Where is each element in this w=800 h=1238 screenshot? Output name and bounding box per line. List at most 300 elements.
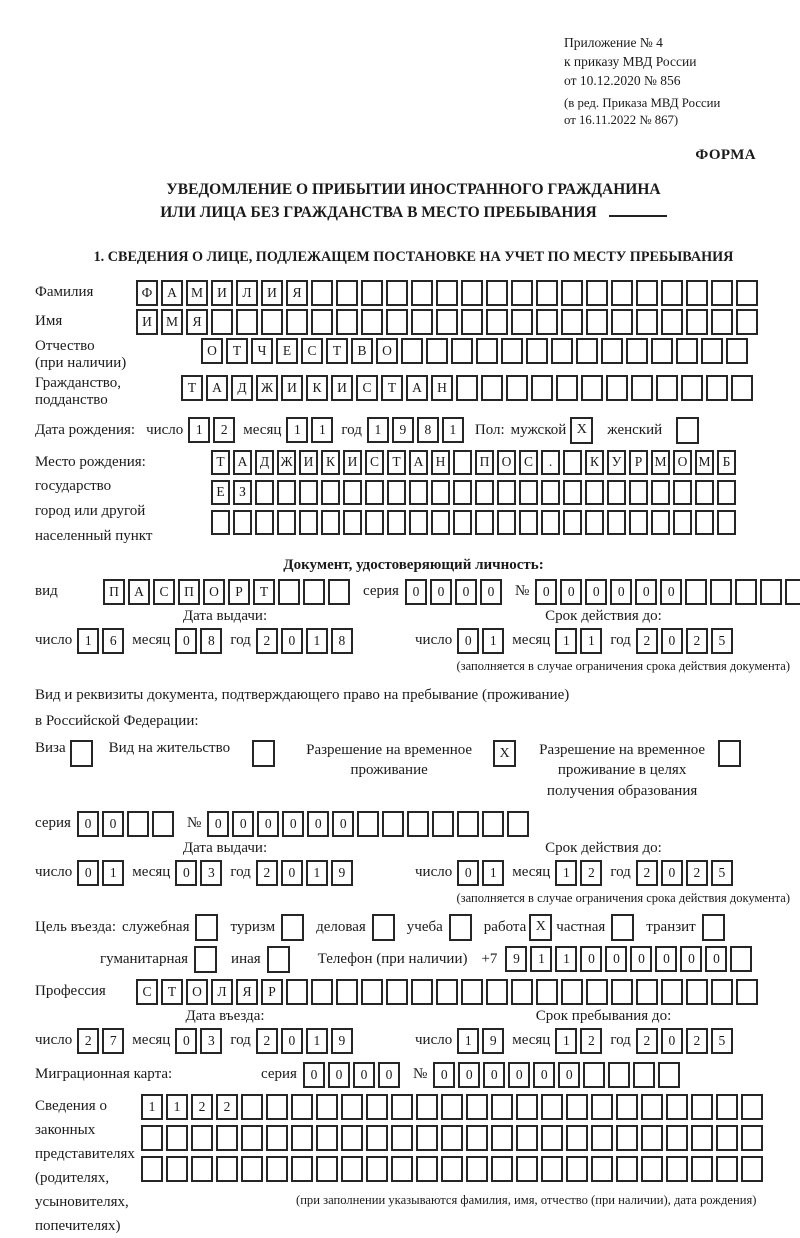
char-cell[interactable] <box>336 280 358 306</box>
char-cell[interactable] <box>566 1156 588 1182</box>
char-cell[interactable]: 1 <box>367 417 389 443</box>
char-cell[interactable]: 0 <box>433 1062 455 1088</box>
char-cell[interactable] <box>511 309 533 335</box>
char-cell[interactable] <box>716 1094 738 1120</box>
char-cell[interactable]: 0 <box>680 946 702 972</box>
char-cell[interactable]: 0 <box>535 579 557 605</box>
char-cell[interactable]: 0 <box>661 628 683 654</box>
char-cell[interactable]: Т <box>181 375 203 401</box>
char-cell[interactable] <box>431 510 450 535</box>
char-cell[interactable]: 1 <box>166 1094 188 1120</box>
char-cell[interactable] <box>561 979 583 1005</box>
char-cell[interactable] <box>651 480 670 505</box>
char-cell[interactable] <box>717 480 736 505</box>
char-cell[interactable] <box>551 338 573 364</box>
char-cell[interactable]: С <box>519 450 538 475</box>
char-cell[interactable] <box>391 1156 413 1182</box>
char-cell[interactable]: В <box>351 338 373 364</box>
char-cell[interactable] <box>291 1125 313 1151</box>
char-cell[interactable]: 0 <box>281 628 303 654</box>
char-cell[interactable] <box>416 1156 438 1182</box>
char-cell[interactable]: 0 <box>281 860 303 886</box>
char-cell[interactable]: 6 <box>102 628 124 654</box>
char-cell[interactable] <box>127 811 149 837</box>
char-cell[interactable] <box>726 338 748 364</box>
char-cell[interactable]: 0 <box>232 811 254 837</box>
char-cell[interactable]: 0 <box>175 1028 197 1054</box>
char-cell[interactable] <box>741 1125 763 1151</box>
purpose-tourism-checkbox[interactable] <box>281 914 304 941</box>
char-cell[interactable] <box>601 338 623 364</box>
char-cell[interactable]: 1 <box>482 628 504 654</box>
char-cell[interactable] <box>277 480 296 505</box>
char-cell[interactable] <box>710 579 732 605</box>
char-cell[interactable]: 1 <box>77 628 99 654</box>
char-cell[interactable] <box>736 309 758 335</box>
char-cell[interactable] <box>436 979 458 1005</box>
char-cell[interactable] <box>191 1156 213 1182</box>
char-cell[interactable]: И <box>211 280 233 306</box>
char-cell[interactable]: 8 <box>200 628 222 654</box>
char-cell[interactable] <box>651 510 670 535</box>
char-cell[interactable]: П <box>178 579 200 605</box>
char-cell[interactable] <box>591 1094 613 1120</box>
char-cell[interactable]: 1 <box>141 1094 163 1120</box>
char-cell[interactable] <box>303 579 325 605</box>
char-cell[interactable] <box>561 280 583 306</box>
char-cell[interactable] <box>629 510 648 535</box>
char-cell[interactable]: 0 <box>282 811 304 837</box>
char-cell[interactable] <box>685 579 707 605</box>
char-cell[interactable]: 0 <box>655 946 677 972</box>
char-cell[interactable]: 1 <box>555 860 577 886</box>
char-cell[interactable] <box>656 375 678 401</box>
char-cell[interactable]: О <box>497 450 516 475</box>
char-cell[interactable] <box>466 1125 488 1151</box>
char-cell[interactable] <box>611 280 633 306</box>
char-cell[interactable]: 1 <box>102 860 124 886</box>
char-cell[interactable]: К <box>585 450 604 475</box>
char-cell[interactable] <box>387 480 406 505</box>
char-cell[interactable] <box>411 309 433 335</box>
char-cell[interactable]: Ж <box>256 375 278 401</box>
char-cell[interactable]: И <box>343 450 362 475</box>
char-cell[interactable]: 9 <box>392 417 414 443</box>
char-cell[interactable] <box>453 510 472 535</box>
char-cell[interactable]: 0 <box>207 811 229 837</box>
char-cell[interactable] <box>636 280 658 306</box>
char-cell[interactable] <box>730 946 752 972</box>
char-cell[interactable] <box>255 510 274 535</box>
char-cell[interactable]: 0 <box>77 811 99 837</box>
char-cell[interactable]: 0 <box>483 1062 505 1088</box>
char-cell[interactable]: Т <box>381 375 403 401</box>
char-cell[interactable] <box>391 1094 413 1120</box>
char-cell[interactable]: 2 <box>686 860 708 886</box>
char-cell[interactable] <box>616 1125 638 1151</box>
char-cell[interactable] <box>291 1094 313 1120</box>
char-cell[interactable]: И <box>331 375 353 401</box>
char-cell[interactable] <box>141 1125 163 1151</box>
char-cell[interactable]: 5 <box>711 860 733 886</box>
char-cell[interactable] <box>365 510 384 535</box>
char-cell[interactable]: 0 <box>605 946 627 972</box>
sex-male-checkbox[interactable]: X <box>570 417 593 444</box>
char-cell[interactable]: Т <box>226 338 248 364</box>
char-cell[interactable]: 1 <box>306 628 328 654</box>
char-cell[interactable]: И <box>299 450 318 475</box>
char-cell[interactable] <box>566 1125 588 1151</box>
char-cell[interactable]: Т <box>253 579 275 605</box>
char-cell[interactable]: 0 <box>77 860 99 886</box>
char-cell[interactable] <box>606 375 628 401</box>
char-cell[interactable] <box>486 309 508 335</box>
char-cell[interactable]: 0 <box>580 946 602 972</box>
char-cell[interactable] <box>566 1094 588 1120</box>
char-cell[interactable]: С <box>365 450 384 475</box>
char-cell[interactable] <box>491 1125 513 1151</box>
temp-residence-edu-checkbox[interactable] <box>718 740 741 767</box>
char-cell[interactable]: С <box>301 338 323 364</box>
char-cell[interactable]: 0 <box>635 579 657 605</box>
char-cell[interactable] <box>216 1125 238 1151</box>
purpose-transit-checkbox[interactable] <box>702 914 725 941</box>
char-cell[interactable]: 0 <box>558 1062 580 1088</box>
char-cell[interactable] <box>451 338 473 364</box>
char-cell[interactable] <box>453 450 472 475</box>
char-cell[interactable]: 2 <box>256 1028 278 1054</box>
char-cell[interactable] <box>616 1156 638 1182</box>
char-cell[interactable] <box>486 979 508 1005</box>
temp-residence-checkbox[interactable]: X <box>493 740 516 767</box>
char-cell[interactable] <box>785 579 800 605</box>
char-cell[interactable] <box>651 338 673 364</box>
char-cell[interactable] <box>466 1094 488 1120</box>
char-cell[interactable] <box>536 979 558 1005</box>
char-cell[interactable] <box>441 1156 463 1182</box>
char-cell[interactable]: А <box>233 450 252 475</box>
char-cell[interactable] <box>191 1125 213 1151</box>
char-cell[interactable]: 2 <box>256 628 278 654</box>
char-cell[interactable] <box>299 480 318 505</box>
char-cell[interactable] <box>456 375 478 401</box>
char-cell[interactable] <box>476 338 498 364</box>
char-cell[interactable]: О <box>203 579 225 605</box>
char-cell[interactable]: Е <box>211 480 230 505</box>
char-cell[interactable] <box>432 811 454 837</box>
char-cell[interactable] <box>457 811 479 837</box>
char-cell[interactable] <box>661 309 683 335</box>
purpose-official-checkbox[interactable] <box>195 914 218 941</box>
char-cell[interactable] <box>676 338 698 364</box>
char-cell[interactable] <box>211 309 233 335</box>
char-cell[interactable] <box>475 480 494 505</box>
char-cell[interactable]: Н <box>431 375 453 401</box>
char-cell[interactable] <box>541 1156 563 1182</box>
char-cell[interactable] <box>416 1094 438 1120</box>
char-cell[interactable]: Р <box>629 450 648 475</box>
char-cell[interactable]: 9 <box>505 946 527 972</box>
char-cell[interactable]: О <box>186 979 208 1005</box>
char-cell[interactable]: 2 <box>216 1094 238 1120</box>
char-cell[interactable] <box>531 375 553 401</box>
char-cell[interactable]: 1 <box>457 1028 479 1054</box>
char-cell[interactable]: 1 <box>530 946 552 972</box>
char-cell[interactable]: Л <box>236 280 258 306</box>
char-cell[interactable] <box>299 510 318 535</box>
char-cell[interactable] <box>431 480 450 505</box>
char-cell[interactable] <box>311 979 333 1005</box>
char-cell[interactable] <box>409 480 428 505</box>
char-cell[interactable]: 1 <box>442 417 464 443</box>
char-cell[interactable] <box>382 811 404 837</box>
char-cell[interactable]: 5 <box>711 1028 733 1054</box>
char-cell[interactable] <box>461 309 483 335</box>
char-cell[interactable] <box>711 309 733 335</box>
char-cell[interactable] <box>586 309 608 335</box>
char-cell[interactable] <box>701 338 723 364</box>
char-cell[interactable]: А <box>161 280 183 306</box>
char-cell[interactable] <box>585 480 604 505</box>
char-cell[interactable] <box>216 1156 238 1182</box>
char-cell[interactable] <box>536 280 558 306</box>
char-cell[interactable] <box>608 1062 630 1088</box>
purpose-business-checkbox[interactable] <box>372 914 395 941</box>
char-cell[interactable]: И <box>136 309 158 335</box>
char-cell[interactable] <box>711 979 733 1005</box>
char-cell[interactable]: А <box>128 579 150 605</box>
char-cell[interactable] <box>166 1125 188 1151</box>
char-cell[interactable]: 7 <box>102 1028 124 1054</box>
char-cell[interactable]: М <box>695 450 714 475</box>
char-cell[interactable]: 1 <box>555 628 577 654</box>
char-cell[interactable] <box>526 338 548 364</box>
char-cell[interactable]: 3 <box>200 1028 222 1054</box>
char-cell[interactable] <box>343 510 362 535</box>
char-cell[interactable] <box>491 1156 513 1182</box>
purpose-work-checkbox[interactable]: X <box>529 914 552 941</box>
char-cell[interactable] <box>236 309 258 335</box>
char-cell[interactable]: П <box>103 579 125 605</box>
char-cell[interactable]: Т <box>161 979 183 1005</box>
char-cell[interactable] <box>516 1156 538 1182</box>
char-cell[interactable] <box>266 1094 288 1120</box>
char-cell[interactable] <box>386 309 408 335</box>
char-cell[interactable]: 0 <box>533 1062 555 1088</box>
char-cell[interactable] <box>607 480 626 505</box>
char-cell[interactable]: Я <box>236 979 258 1005</box>
char-cell[interactable]: 0 <box>430 579 452 605</box>
char-cell[interactable] <box>497 480 516 505</box>
char-cell[interactable]: М <box>186 280 208 306</box>
char-cell[interactable]: 2 <box>636 1028 658 1054</box>
char-cell[interactable]: Т <box>387 450 406 475</box>
char-cell[interactable]: 1 <box>306 1028 328 1054</box>
char-cell[interactable] <box>416 1125 438 1151</box>
char-cell[interactable]: П <box>475 450 494 475</box>
char-cell[interactable] <box>475 510 494 535</box>
char-cell[interactable]: 5 <box>711 628 733 654</box>
char-cell[interactable] <box>507 811 529 837</box>
char-cell[interactable] <box>453 480 472 505</box>
char-cell[interactable]: 9 <box>331 1028 353 1054</box>
char-cell[interactable]: 0 <box>660 579 682 605</box>
char-cell[interactable] <box>631 375 653 401</box>
char-cell[interactable] <box>641 1156 663 1182</box>
char-cell[interactable]: 2 <box>686 1028 708 1054</box>
char-cell[interactable] <box>576 338 598 364</box>
char-cell[interactable] <box>536 309 558 335</box>
char-cell[interactable]: 2 <box>636 860 658 886</box>
char-cell[interactable]: Ф <box>136 280 158 306</box>
char-cell[interactable]: Н <box>431 450 450 475</box>
char-cell[interactable] <box>629 480 648 505</box>
char-cell[interactable] <box>561 309 583 335</box>
char-cell[interactable]: 9 <box>331 860 353 886</box>
char-cell[interactable] <box>316 1125 338 1151</box>
char-cell[interactable]: 0 <box>458 1062 480 1088</box>
char-cell[interactable]: З <box>233 480 252 505</box>
char-cell[interactable] <box>316 1094 338 1120</box>
char-cell[interactable]: Ч <box>251 338 273 364</box>
char-cell[interactable] <box>541 510 560 535</box>
char-cell[interactable]: С <box>136 979 158 1005</box>
purpose-other-checkbox[interactable] <box>267 946 290 973</box>
char-cell[interactable] <box>361 979 383 1005</box>
char-cell[interactable] <box>519 510 538 535</box>
char-cell[interactable]: 0 <box>457 628 479 654</box>
char-cell[interactable]: Я <box>286 280 308 306</box>
char-cell[interactable]: 0 <box>303 1062 325 1088</box>
char-cell[interactable] <box>541 1094 563 1120</box>
char-cell[interactable]: 2 <box>213 417 235 443</box>
char-cell[interactable] <box>336 309 358 335</box>
char-cell[interactable]: 1 <box>311 417 333 443</box>
char-cell[interactable] <box>666 1156 688 1182</box>
char-cell[interactable] <box>611 309 633 335</box>
char-cell[interactable] <box>366 1156 388 1182</box>
char-cell[interactable] <box>436 280 458 306</box>
char-cell[interactable] <box>661 979 683 1005</box>
char-cell[interactable] <box>511 280 533 306</box>
char-cell[interactable] <box>563 450 582 475</box>
char-cell[interactable] <box>336 979 358 1005</box>
char-cell[interactable]: 1 <box>482 860 504 886</box>
char-cell[interactable]: У <box>607 450 626 475</box>
char-cell[interactable] <box>611 979 633 1005</box>
char-cell[interactable] <box>461 979 483 1005</box>
char-cell[interactable] <box>516 1125 538 1151</box>
char-cell[interactable]: 2 <box>580 1028 602 1054</box>
char-cell[interactable] <box>211 510 230 535</box>
purpose-study-checkbox[interactable] <box>449 914 472 941</box>
char-cell[interactable] <box>266 1156 288 1182</box>
purpose-humanitarian-checkbox[interactable] <box>194 946 217 973</box>
char-cell[interactable] <box>386 979 408 1005</box>
char-cell[interactable] <box>616 1094 638 1120</box>
char-cell[interactable] <box>636 309 658 335</box>
char-cell[interactable]: И <box>261 280 283 306</box>
char-cell[interactable]: 0 <box>175 628 197 654</box>
char-cell[interactable] <box>461 280 483 306</box>
char-cell[interactable]: 2 <box>580 860 602 886</box>
char-cell[interactable]: 0 <box>508 1062 530 1088</box>
char-cell[interactable]: Б <box>717 450 736 475</box>
char-cell[interactable] <box>441 1125 463 1151</box>
char-cell[interactable]: 0 <box>480 579 502 605</box>
char-cell[interactable] <box>286 979 308 1005</box>
char-cell[interactable]: 0 <box>353 1062 375 1088</box>
char-cell[interactable]: И <box>281 375 303 401</box>
char-cell[interactable]: 0 <box>328 1062 350 1088</box>
char-cell[interactable] <box>691 1094 713 1120</box>
char-cell[interactable] <box>731 375 753 401</box>
char-cell[interactable] <box>511 979 533 1005</box>
char-cell[interactable] <box>341 1094 363 1120</box>
char-cell[interactable] <box>716 1156 738 1182</box>
char-cell[interactable] <box>666 1094 688 1120</box>
char-cell[interactable]: 8 <box>331 628 353 654</box>
char-cell[interactable] <box>563 510 582 535</box>
char-cell[interactable]: Д <box>255 450 274 475</box>
char-cell[interactable] <box>591 1125 613 1151</box>
char-cell[interactable] <box>341 1156 363 1182</box>
char-cell[interactable]: 0 <box>307 811 329 837</box>
char-cell[interactable] <box>357 811 379 837</box>
char-cell[interactable]: Ж <box>277 450 296 475</box>
char-cell[interactable] <box>241 1094 263 1120</box>
char-cell[interactable]: 1 <box>306 860 328 886</box>
char-cell[interactable] <box>636 979 658 1005</box>
char-cell[interactable] <box>641 1125 663 1151</box>
char-cell[interactable] <box>321 510 340 535</box>
char-cell[interactable]: 0 <box>661 860 683 886</box>
char-cell[interactable] <box>316 1156 338 1182</box>
char-cell[interactable] <box>519 480 538 505</box>
char-cell[interactable]: О <box>673 450 692 475</box>
char-cell[interactable] <box>583 1062 605 1088</box>
char-cell[interactable] <box>661 280 683 306</box>
char-cell[interactable] <box>501 338 523 364</box>
char-cell[interactable]: М <box>651 450 670 475</box>
char-cell[interactable]: О <box>376 338 398 364</box>
char-cell[interactable] <box>466 1156 488 1182</box>
char-cell[interactable] <box>241 1156 263 1182</box>
char-cell[interactable]: 1 <box>188 417 210 443</box>
char-cell[interactable] <box>641 1094 663 1120</box>
char-cell[interactable] <box>658 1062 680 1088</box>
char-cell[interactable] <box>341 1125 363 1151</box>
char-cell[interactable] <box>152 811 174 837</box>
char-cell[interactable] <box>695 480 714 505</box>
char-cell[interactable]: 1 <box>555 1028 577 1054</box>
char-cell[interactable]: 1 <box>580 628 602 654</box>
char-cell[interactable]: 8 <box>417 417 439 443</box>
char-cell[interactable]: 0 <box>560 579 582 605</box>
char-cell[interactable] <box>491 1094 513 1120</box>
char-cell[interactable]: 2 <box>636 628 658 654</box>
char-cell[interactable]: 0 <box>405 579 427 605</box>
residence-permit-checkbox[interactable] <box>252 740 275 767</box>
char-cell[interactable]: 2 <box>256 860 278 886</box>
char-cell[interactable]: К <box>321 450 340 475</box>
char-cell[interactable]: 0 <box>585 579 607 605</box>
char-cell[interactable] <box>541 480 560 505</box>
sex-female-checkbox[interactable] <box>676 417 699 444</box>
char-cell[interactable] <box>481 375 503 401</box>
char-cell[interactable] <box>291 1156 313 1182</box>
char-cell[interactable] <box>486 280 508 306</box>
